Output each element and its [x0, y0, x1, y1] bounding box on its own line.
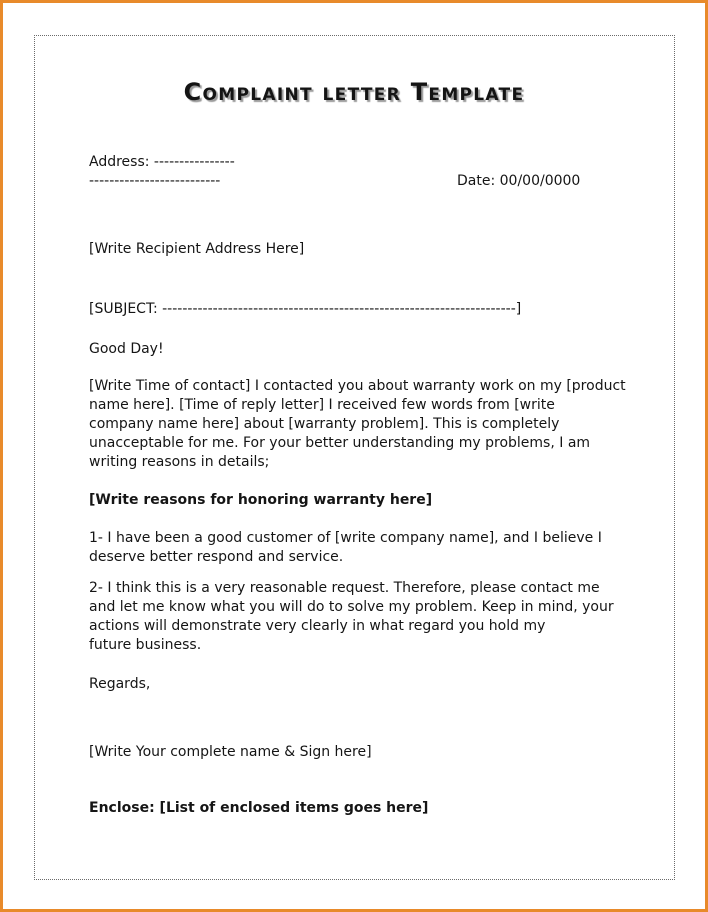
enclosure-line: Enclose: [List of enclosed items goes here] — [89, 800, 429, 816]
paragraph-line: company name here] about [warranty problem]. This is completely — [89, 416, 560, 432]
paragraph-line: name here]. [Time of reply letter] I received few words from [write — [89, 397, 555, 413]
paragraph-line: 1- I have been a good customer of [write company name], and I believe I — [89, 530, 602, 546]
reason-1-paragraph — [89, 529, 634, 567]
paragraph-line: writing reasons in details; — [89, 454, 270, 470]
paragraph-line: unacceptable for me. For your better understanding my problems, I am — [89, 435, 591, 451]
reason-2-paragraph — [89, 579, 634, 655]
document-title: Complaint letter Template — [183, 78, 525, 106]
subject-line: [SUBJECT: ----------------------------------------------------------------------] — [89, 301, 522, 317]
paragraph-line: actions will demonstrate very clearly in what regard you hold my — [89, 618, 546, 634]
paragraph-line: deserve better respond and service. — [89, 549, 344, 565]
signature-line: [Write Your complete name & Sign here] — [89, 744, 372, 760]
recipient-address: [Write Recipient Address Here] — [89, 241, 305, 257]
paragraph-line: 2- I think this is a very reasonable request. Therefore, please contact me — [89, 580, 600, 596]
reasons-heading: [Write reasons for honoring warranty here] — [89, 492, 433, 508]
closing: Regards, — [89, 676, 151, 692]
paragraph-line: [Write Time of contact] I contacted you about warranty work on my [product — [89, 378, 626, 394]
paragraph-line: future business. — [89, 637, 202, 653]
address-line: -------------------------- — [89, 173, 221, 189]
paragraph-line: and let me know what you will do to solve my problem. Keep in mind, your — [89, 599, 614, 615]
intro-paragraph — [89, 377, 634, 472]
date-field: Date: 00/00/0000 — [457, 173, 581, 189]
address-label: Address: ---------------- — [89, 154, 235, 170]
greeting: Good Day! — [89, 341, 164, 357]
